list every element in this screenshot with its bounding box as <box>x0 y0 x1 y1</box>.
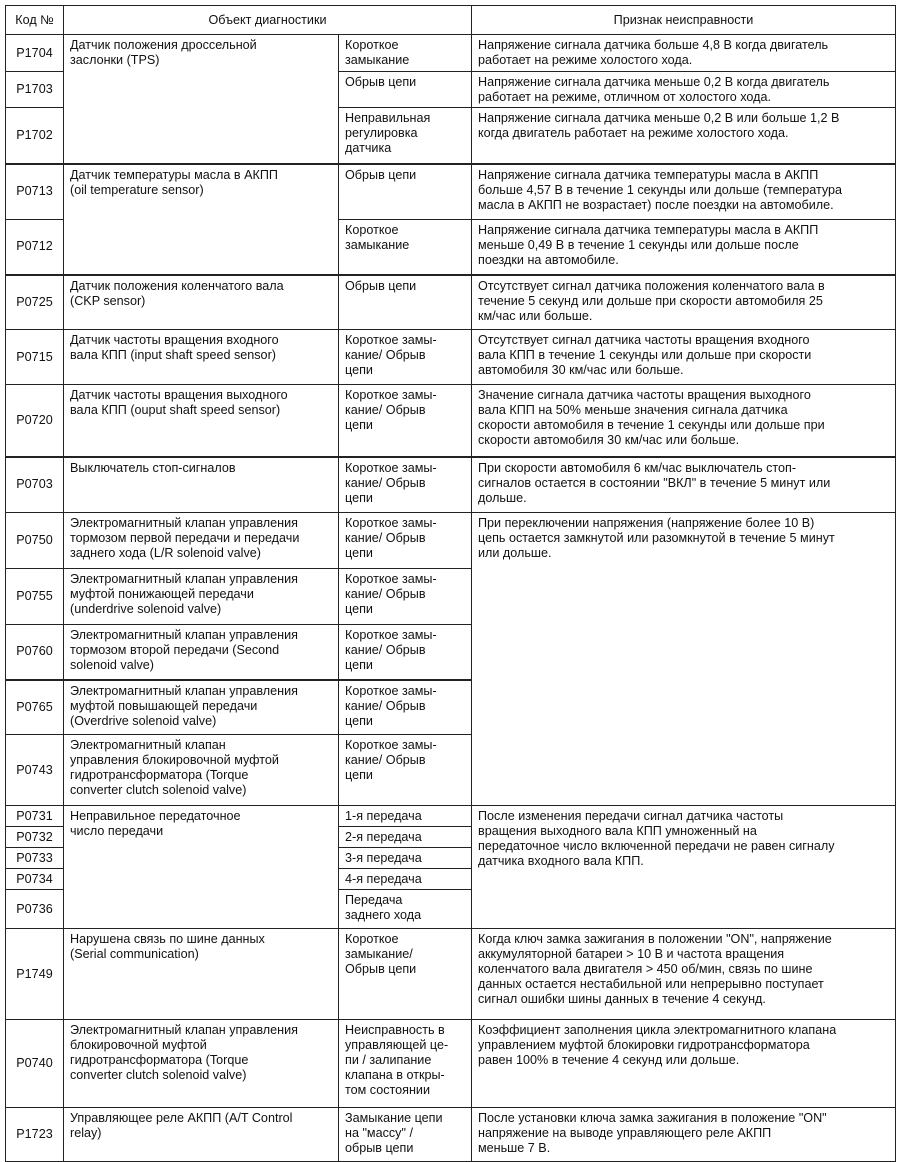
fault-type: Обрыв цепи <box>339 275 472 330</box>
fault-symptom: При скорости автомобиля 6 км/час выключатель стоп- сигналов остается в состоянии "ВКЛ" в течение 5 минут или дольше. <box>472 457 896 513</box>
fault-type: Неисправность в управляющей це- пи / залипание клапана в откры- том состоянии <box>339 1020 472 1108</box>
diagnostic-object: Выключатель стоп-сигналов <box>64 457 339 513</box>
diagnostic-object: Нарушена связь по шине данных (Serial communication) <box>64 929 339 1020</box>
header-symptom: Признак неисправности <box>472 6 896 35</box>
dtc-code: P0755 <box>6 569 64 625</box>
diagnostic-object: Электромагнитный клапан управления блокировочной муфтой гидротрансформатора (Torque converter clutch solenoid valve) <box>64 1020 339 1108</box>
dtc-code: P0725 <box>6 275 64 330</box>
diagnostic-object: Датчик положения дроссельной заслонки (TPS) <box>64 35 339 164</box>
dtc-code: P1704 <box>6 35 64 72</box>
fault-type: 1-я передача <box>339 806 472 827</box>
diagnostic-codes-table <box>5 5 896 1162</box>
table-row <box>6 457 896 513</box>
fault-type: Короткое замы- кание/ Обрыв цепи <box>339 385 472 457</box>
fault-type: 4-я передача <box>339 869 472 890</box>
table-row <box>6 806 896 827</box>
fault-type: Короткое замы- кание/ Обрыв цепи <box>339 457 472 513</box>
diagnostic-object: Электромагнитный клапан управления блокировочной муфтой гидротрансформатора (Torque converter clutch solenoid valve) <box>64 735 339 806</box>
dtc-code: P0703 <box>6 457 64 513</box>
table-row <box>6 275 896 330</box>
fault-symptom: Значение сигнала датчика частоты вращения выходного вала КПП на 50% меньше значения сигнала датчика скорости автомобиля в течение 1 секунды или дольше при скорости автомобиля 30 км/час или больше. <box>472 385 896 457</box>
dtc-code: P0733 <box>6 848 64 869</box>
diagnostic-object: Датчик положения коленчатого вала (CKP sensor) <box>64 275 339 330</box>
diagnostic-object: Электромагнитный клапан управления муфтой повышающей передачи (Overdrive solenoid valve) <box>64 680 339 735</box>
dtc-code: P1702 <box>6 108 64 164</box>
diagnostic-object: Датчик температуры масла в АКПП (oil temperature sensor) <box>64 164 339 275</box>
diagnostic-object: Управляющее реле АКПП (A/T Control relay) <box>64 1108 339 1162</box>
diagnostic-object: Электромагнитный клапан управления тормозом второй передачи (Second solenoid valve) <box>64 625 339 680</box>
fault-symptom: После установки ключа замка зажигания в положение "ON" напряжение на выводе управляющего реле АКПП меньше 7 В. <box>472 1108 896 1162</box>
table-row <box>6 385 896 457</box>
fault-type: Обрыв цепи <box>339 164 472 220</box>
table-row <box>6 164 896 220</box>
fault-type: Короткое замыкание <box>339 220 472 275</box>
fault-symptom: Напряжение сигнала датчика больше 4,8 В когда двигатель работает на режиме холостого хода. <box>472 35 896 72</box>
fault-type: Короткое замыкание/ Обрыв цепи <box>339 929 472 1020</box>
table-row <box>6 35 896 72</box>
table-row <box>6 929 896 1020</box>
fault-type: Короткое замы- кание/ Обрыв цепи <box>339 735 472 806</box>
dtc-code: P0765 <box>6 680 64 735</box>
header-object: Объект диагностики <box>64 6 472 35</box>
table-row <box>6 1108 896 1162</box>
dtc-code: P0732 <box>6 827 64 848</box>
diagnostic-object: Электромагнитный клапан управления тормозом первой передачи и передачи заднего хода (L/R solenoid valve) <box>64 513 339 569</box>
dtc-code: P0743 <box>6 735 64 806</box>
dtc-code: P0734 <box>6 869 64 890</box>
fault-symptom: Отсутствует сигнал датчика положения коленчатого вала в течение 5 секунд или дольше при скорости автомобиля 25 км/час или больше. <box>472 275 896 330</box>
diagnostic-table-sheet <box>5 5 895 1162</box>
fault-type: Короткое замы- кание/ Обрыв цепи <box>339 330 472 385</box>
dtc-code: P0713 <box>6 164 64 220</box>
header-code: Код № <box>6 6 64 35</box>
fault-type: Короткое замы- кание/ Обрыв цепи <box>339 680 472 735</box>
table-row <box>6 330 896 385</box>
fault-type: Обрыв цепи <box>339 72 472 108</box>
fault-symptom: Когда ключ замка зажигания в положении "ON", напряжение аккумуляторной батареи > 10 В и частота вращения коленчатого вала двигателя > 450 об/мин, связь по шине данных остается нестабильной или непрерывно поступает сигнал ошибки шины данных в течение 4 секунд. <box>472 929 896 1020</box>
fault-type: Короткое замыкание <box>339 35 472 72</box>
fault-type: Передача заднего хода <box>339 890 472 929</box>
fault-symptom: Напряжение сигнала датчика температуры масла в АКПП больше 4,57 В в течение 1 секунды или дольше (температура масла в АКПП не возрастает) после поездки на автомобиле. <box>472 164 896 220</box>
diagnostic-object: Неправильное передаточное число передачи <box>64 806 339 929</box>
fault-type: Замыкание цепи на "массу" / обрыв цепи <box>339 1108 472 1162</box>
dtc-code: P0760 <box>6 625 64 680</box>
dtc-code: P0736 <box>6 890 64 929</box>
fault-symptom: Напряжение сигнала датчика меньше 0,2 В или больше 1,2 В когда двигатель работает на режиме холостого хода. <box>472 108 896 164</box>
fault-type: Короткое замы- кание/ Обрыв цепи <box>339 569 472 625</box>
dtc-code: P0720 <box>6 385 64 457</box>
fault-symptom: Напряжение сигнала датчика температуры масла в АКПП меньше 0,49 В в течение 1 секунды или дольше после поездки на автомобиле. <box>472 220 896 275</box>
fault-type: 3-я передача <box>339 848 472 869</box>
dtc-code: P0750 <box>6 513 64 569</box>
diagnostic-object: Электромагнитный клапан управления муфтой понижающей передачи (underdrive solenoid valve) <box>64 569 339 625</box>
fault-type: Короткое замы- кание/ Обрыв цепи <box>339 625 472 680</box>
dtc-code: P0740 <box>6 1020 64 1108</box>
table-header-row <box>6 6 896 35</box>
fault-symptom: Отсутствует сигнал датчика частоты вращения входного вала КПП в течение 1 секунды или дольше при скорости автомобиля 30 км/час или больше. <box>472 330 896 385</box>
table-row <box>6 513 896 569</box>
fault-symptom: При переключении напряжения (напряжение более 10 В) цепь остается замкнутой или разомкнутой в течение 5 минут или дольше. <box>472 513 896 806</box>
dtc-code: P0712 <box>6 220 64 275</box>
table-row <box>6 1020 896 1108</box>
fault-type: Короткое замы- кание/ Обрыв цепи <box>339 513 472 569</box>
dtc-code: P1749 <box>6 929 64 1020</box>
dtc-code: P0715 <box>6 330 64 385</box>
fault-type: 2-я передача <box>339 827 472 848</box>
fault-symptom: После изменения передачи сигнал датчика частоты вращения выходного вала КПП умноженный на передаточное число включенной передачи не равен сигналу датчика входного вала КПП. <box>472 806 896 929</box>
dtc-code: P1723 <box>6 1108 64 1162</box>
dtc-code: P1703 <box>6 72 64 108</box>
dtc-code: P0731 <box>6 806 64 827</box>
fault-symptom: Напряжение сигнала датчика меньше 0,2 В когда двигатель работает на режиме, отличном от холостого хода. <box>472 72 896 108</box>
fault-symptom: Коэффициент заполнения цикла электромагнитного клапана управлением муфтой блокировки гидротрансформатора равен 100% в течение 4 секунд или дольше. <box>472 1020 896 1108</box>
fault-type: Неправильная регулировка датчика <box>339 108 472 164</box>
diagnostic-object: Датчик частоты вращения входного вала КПП (input shaft speed sensor) <box>64 330 339 385</box>
diagnostic-object: Датчик частоты вращения выходного вала КПП (ouput shaft speed sensor) <box>64 385 339 457</box>
